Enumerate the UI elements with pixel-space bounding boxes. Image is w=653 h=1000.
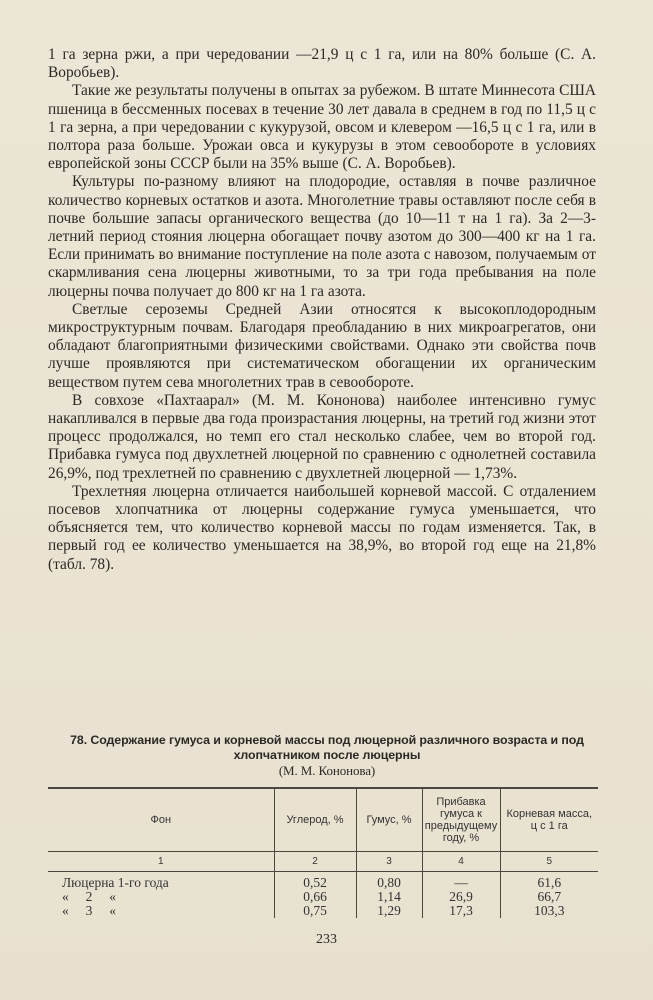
paragraph-4: Светлые сероземы Средней Азии относятся к высокоплодородным микроструктурным почвам. Благодаря преобладанию в них микроагрегатов, они обладают благоприятными физическими свойствами. Однако эти свойства почв лучше проявляются при систематическом обогащении их органическим веществом путем сева многолетних трав в севообороте. — [48, 300, 596, 391]
body-text — [48, 46, 596, 574]
header-carbon: Углерод, % — [274, 788, 356, 852]
paragraph-3: Культуры по-разному влияют на плодородие, оставляя в почве различное количество корневых остатков и азота. Многолетние травы оставляют после себя в почве большие запасы органического вещества (до 10—11 т на 1 га). За 2—3-летний период стояния люцерна обогащает почву азотом до 300—400 кг на 1 га. Если принимать во внимание поступление на поле азота с навозом, получаемым от скармливания сена люцерны животными, то за три года пребывания на поле люцерны почва получает до 800 кг на 1 га азота. — [48, 173, 596, 300]
table-title: 78. Содержание гумуса и корневой массы под люцерной различного возраста и под хлопчатником после люцерны — [70, 733, 584, 762]
header-humus: Гумус, % — [356, 788, 422, 852]
cell-humus-gain: — — [422, 872, 500, 891]
table-header-row — [48, 788, 598, 852]
paragraph-5: В совхозе «Пахтаарал» (М. М. Кононова) наиболее интенсивно гумус накапливался в первые два года произрастания люцерны, на третий год жизни этот процесс продолжался, но темп его стал несколько слабее, чем во второй год. Прибавка гумуса под двухлетней люцерной по сравнению с однолетней составила 26,9%, под трехлетней по сравнению с двухлетней люцерной — 1,73%. — [48, 391, 596, 482]
table-row — [48, 904, 598, 918]
table-source: (М. М. Кононова) — [278, 763, 376, 778]
paragraph-6: Трехлетняя люцерна отличается наибольшей корневой массой. С отдалением посевов хлопчатника от люцерны содержание гумуса уменьшается, что объясняется тем, что количество корневой массы по годам изменяется. Так, в первый год ее количество уменьшается на 38,9%, во второй год еще на 21,8% (табл. 78). — [48, 482, 596, 573]
cell-fon: « 3 « — [62, 903, 116, 918]
cell-humus: 1,29 — [356, 904, 422, 918]
cell-fon: Люцерна 1-го года — [62, 875, 169, 890]
column-number: 1 — [48, 852, 274, 872]
column-number: 3 — [356, 852, 422, 872]
cell-humus: 0,80 — [356, 872, 422, 891]
cell-carbon: 0,66 — [274, 890, 356, 904]
column-number-row — [48, 852, 598, 872]
header-fon: Фон — [48, 788, 274, 852]
header-root-mass: Корневая масса, ц с 1 га — [500, 788, 598, 852]
column-number: 5 — [500, 852, 598, 872]
cell-root-mass: 103,3 — [500, 904, 598, 918]
cell-carbon: 0,52 — [274, 872, 356, 891]
paragraph-1: 1 га зерна ржи, а при чередовании —21,9 ц с 1 га, или на 80% больше (С. А. Воробьев). — [48, 46, 596, 82]
cell-carbon: 0,75 — [274, 904, 356, 918]
header-humus-gain: Прибавка гумуса к предыдущему году, % — [422, 788, 500, 852]
table-row — [48, 890, 598, 904]
page-number: 233 — [316, 932, 337, 947]
cell-humus-gain: 26,9 — [422, 890, 500, 904]
humus-table — [48, 787, 598, 918]
column-number: 4 — [422, 852, 500, 872]
table-row — [48, 872, 598, 891]
cell-fon: « 2 « — [62, 889, 116, 904]
table-caption — [62, 733, 592, 778]
paragraph-2: Такие же результаты получены в опытах за рубежом. В штате Миннесота США пшеница в бессменных посевах в течение 30 лет давала в среднем в год по 11,5 ц с 1 га зерна, а при чередовании с кукурузой, овсом и клевером —16,5 ц с 1 га, или в полтора раза больше. Урожаи овса и кукурузы в этом севообороте в условиях европейской зоны СССР были на 35% выше (С. А. Воробьев). — [48, 82, 596, 173]
cell-humus: 1,14 — [356, 890, 422, 904]
cell-humus-gain: 17,3 — [422, 904, 500, 918]
cell-root-mass: 61,6 — [500, 872, 598, 891]
column-number: 2 — [274, 852, 356, 872]
cell-root-mass: 66,7 — [500, 890, 598, 904]
